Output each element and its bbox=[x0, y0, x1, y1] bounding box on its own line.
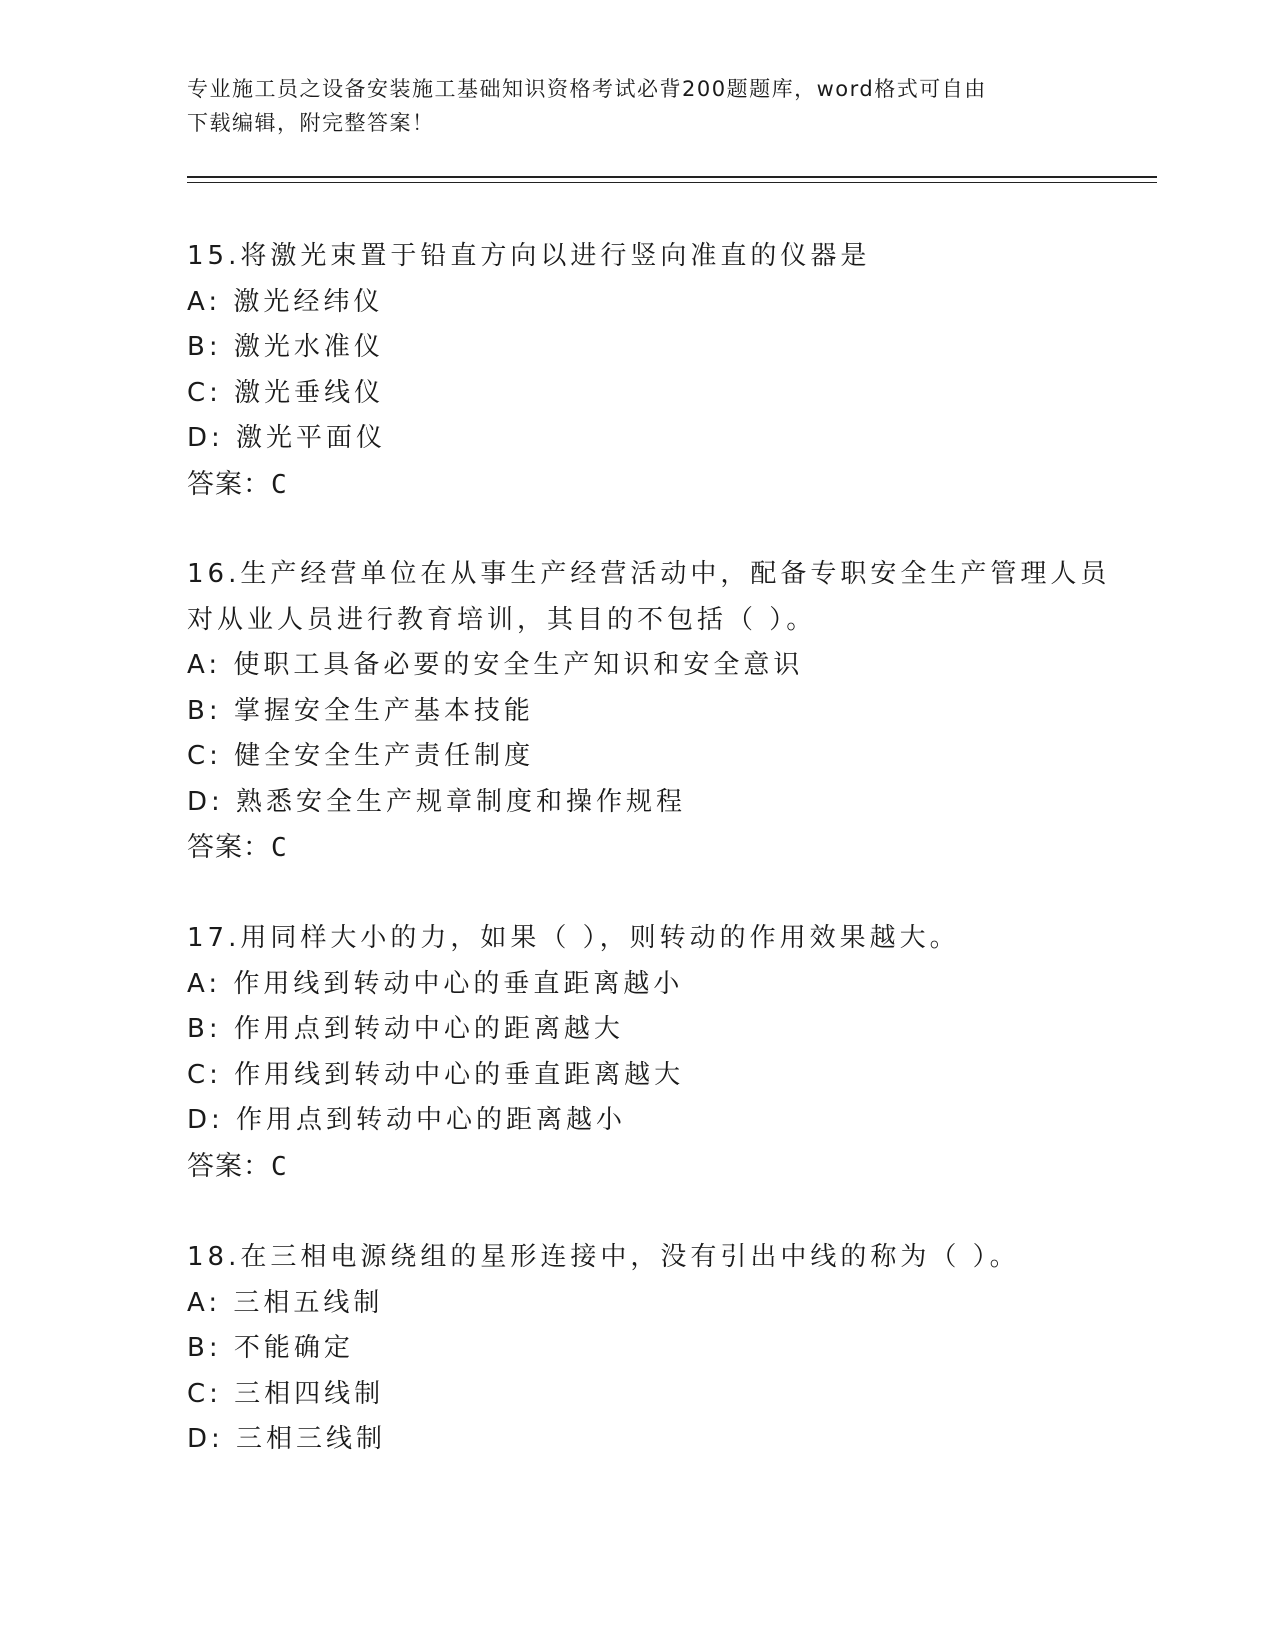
answer-line bbox=[187, 1144, 1127, 1191]
option-a: A: 激光经纬仪 bbox=[187, 286, 384, 317]
option-c: C: 激光垂线仪 bbox=[187, 377, 385, 408]
option-b: B: 不能确定 bbox=[187, 1333, 354, 1363]
header-line-1: 专业施工员之设备安装施工基础知识资格考试必背200题题库，word格式可自由 bbox=[187, 77, 987, 101]
answer-label: 答案： bbox=[187, 468, 271, 500]
answer-label: 答案： bbox=[187, 832, 271, 863]
question-stem: 15.将激光束置于铅直方向以进行竖向准直的仪器是 bbox=[187, 241, 871, 271]
answer-line bbox=[187, 825, 1127, 872]
answer-value: C bbox=[271, 469, 288, 500]
answer-line bbox=[187, 462, 1127, 509]
question-stem: 17.用同样大小的力，如果（ ），则转动的作用效果越大。 bbox=[187, 923, 960, 953]
option-c: C: 作用线到转动中心的垂直距离越大 bbox=[187, 1059, 685, 1090]
question-15 bbox=[187, 234, 1127, 508]
option-b: B: 掌握安全生产基本技能 bbox=[187, 695, 534, 726]
option-a: A: 三相五线制 bbox=[187, 1287, 384, 1318]
question-stem-line-2: 对从业人员进行教育培训，其目的不包括（ ）。 bbox=[187, 604, 817, 635]
option-d: D: 激光平面仪 bbox=[187, 423, 387, 453]
option-b: B: 作用点到转动中心的距离越大 bbox=[187, 1014, 624, 1044]
answer-label: 答案： bbox=[187, 1150, 271, 1182]
option-d: D: 作用点到转动中心的距离越小 bbox=[187, 1105, 627, 1135]
question-stem: 18.在三相电源绕组的星形连接中，没有引出中线的称为（ ）。 bbox=[187, 1242, 1020, 1272]
option-c: C: 健全安全生产责任制度 bbox=[187, 741, 535, 771]
question-stem-line-1: 16.生产经营单位在从事生产经营活动中，配备专职安全生产管理人员 bbox=[187, 559, 1111, 589]
option-d: D: 三相三线制 bbox=[187, 1424, 387, 1454]
answer-value: C bbox=[271, 1151, 288, 1182]
question-17 bbox=[187, 916, 1127, 1190]
header-divider-thin bbox=[187, 182, 1157, 183]
question-18 bbox=[187, 1235, 1127, 1463]
option-d: D: 熟悉安全生产规章制度和操作规程 bbox=[187, 786, 687, 817]
option-a: A: 使职工具备必要的安全生产知识和安全意识 bbox=[187, 650, 804, 680]
document-header bbox=[187, 72, 1087, 140]
option-c: C: 三相四线制 bbox=[187, 1378, 385, 1409]
answer-value: C bbox=[271, 833, 288, 863]
question-16 bbox=[187, 552, 1127, 872]
option-a: A: 作用线到转动中心的垂直距离越小 bbox=[187, 968, 684, 999]
option-b: B: 激光水准仪 bbox=[187, 332, 384, 362]
header-line-2: 下载编辑，附完整答案！ bbox=[187, 111, 435, 135]
header-divider-thick bbox=[187, 176, 1157, 178]
